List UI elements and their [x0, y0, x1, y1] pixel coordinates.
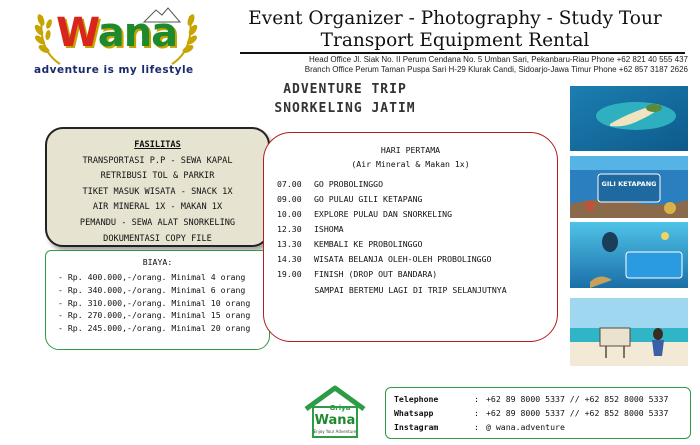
price-item: - Rp. 400.000,-/orang. Minimal 4 orang	[58, 272, 246, 282]
itinerary-row	[264, 267, 557, 282]
island-aerial-photo	[570, 86, 688, 151]
griya-wana-logo	[300, 385, 370, 440]
itinerary-activity: FINISH (DROP OUT BANDARA)	[314, 269, 438, 279]
contact-colon: :	[474, 422, 479, 432]
beach-sign-photo	[570, 298, 688, 366]
griya-tagline: Enjoy Your Adventure	[313, 429, 357, 434]
price-item: - Rp. 245.000,-/orang. Minimal 20 orang	[58, 323, 251, 334]
itinerary-time: 12.30	[277, 224, 302, 234]
trip-title-line-1: ADVENTURE TRIP	[283, 82, 407, 97]
contact-label: Instagram	[394, 422, 439, 432]
itinerary-row	[264, 207, 557, 222]
gili-ketapang-sign-photo	[570, 156, 688, 218]
itinerary-time: 14.30	[277, 254, 302, 264]
contact-row-instagram	[394, 420, 682, 434]
itinerary-row	[264, 237, 557, 252]
contact-colon: :	[474, 394, 479, 404]
underwater-snorkel-photo	[570, 222, 688, 288]
trip-title	[250, 80, 440, 118]
itinerary-closing: SAMPAI BERTEMU LAGI DI TRIP SELANJUTNYA	[314, 285, 507, 295]
itinerary-row	[264, 222, 557, 237]
logo-wordmark: Wana	[56, 10, 178, 56]
telephone-value[interactable]: +62 89 8000 5337 // +62 852 8000 5337	[486, 394, 669, 404]
wana-logo	[30, 6, 210, 78]
itinerary-time: 13.30	[277, 239, 302, 249]
facility-item: PEMANDU - SEWA ALAT SNORKELING	[79, 217, 236, 228]
facility-item: DOKUMENTASI COPY FILE	[103, 233, 212, 244]
itinerary-activity: EXPLORE PULAU DAN SNORKELING	[314, 209, 453, 219]
facility-item: AIR MINERAL 1X - MAKAN 1X	[92, 202, 223, 213]
company-services-heading	[210, 8, 700, 52]
itinerary-day: HARI PERTAMA	[380, 145, 441, 155]
logo-tagline: adventure is my lifestyle	[34, 64, 194, 76]
itinerary-row	[264, 192, 557, 207]
facilities-box	[45, 127, 270, 247]
trip-title-line-2: SNORKELING JATIM	[274, 101, 416, 116]
itinerary-time: 10.00	[277, 209, 302, 219]
itinerary-box	[263, 132, 558, 342]
itinerary-time: 19.00	[277, 269, 302, 279]
griya-text: Griya	[329, 404, 351, 412]
instagram-value[interactable]: @ wana.adventure	[486, 422, 565, 432]
price-heading: BIAYA:	[142, 257, 173, 267]
facilities-heading: FASILITAS	[134, 140, 181, 150]
facility-item: TRANSPORTASI P.P - SEWA KAPAL	[82, 155, 233, 166]
itinerary-note: (Air Mineral & Makan 1x)	[351, 159, 470, 169]
price-item: - Rp. 340.000,-/orang. Minimal 6 orang	[58, 284, 246, 295]
price-list	[46, 271, 269, 335]
price-item: - Rp. 270.000,-/orang. Minimal 15 orang	[58, 310, 251, 321]
price-item: - Rp. 310.000,-/orang. Minimal 10 orang	[58, 297, 251, 308]
price-box	[45, 250, 270, 350]
whatsapp-value[interactable]: +62 89 8000 5337 // +62 852 8000 5337	[486, 408, 669, 418]
services-line-1: Event Organizer - Photography - Study Tour	[248, 8, 662, 29]
contact-colon: :	[474, 408, 479, 418]
itinerary-activity: KEMBALI KE PROBOLINGGO	[314, 239, 423, 249]
contact-box	[385, 387, 691, 439]
contact-label: Telephone	[394, 394, 439, 404]
facility-item: RETRIBUSI TOL & PARKIR	[100, 171, 215, 182]
itinerary-time: 09.00	[277, 194, 302, 204]
office-addresses	[240, 55, 688, 75]
itinerary-row	[264, 177, 557, 192]
itinerary-activity: WISATA BELANJA OLEH-OLEH PROBOLINGGO	[314, 254, 492, 264]
itinerary-activity: ISHOMA	[314, 224, 344, 234]
itinerary-row	[264, 252, 557, 267]
header-divider	[240, 52, 685, 54]
services-line-2: Transport Equipment Rental	[320, 30, 590, 51]
itinerary-activity: GO PULAU GILI KETAPANG	[314, 194, 423, 204]
facility-item: TIKET MASUK WISATA - SNACK 1X	[82, 186, 233, 197]
itinerary-time: 07.00	[277, 179, 302, 189]
itinerary-activity: GO PROBOLINGGO	[314, 179, 384, 189]
contact-row-whatsapp	[394, 406, 682, 420]
griya-wana-wordmark: Wana	[314, 413, 356, 428]
branch-office-address: Branch Office Perum Taman Puspa Sari H-29 Klurak Candi, Sidoarjo-Jawa Timur Phone +62 857 3187 2626	[304, 65, 688, 74]
contact-row-telephone	[394, 392, 682, 406]
contact-label: Whatsapp	[394, 408, 434, 418]
gili-ketapang-sign-text: GILI KETAPANG	[601, 180, 657, 188]
head-office-address: Head Office Jl. Siak No. II Perum Cendana No. 5 Umban Sari, Pekanbaru-Riau Phone +62 821 40 555 437	[309, 55, 688, 64]
